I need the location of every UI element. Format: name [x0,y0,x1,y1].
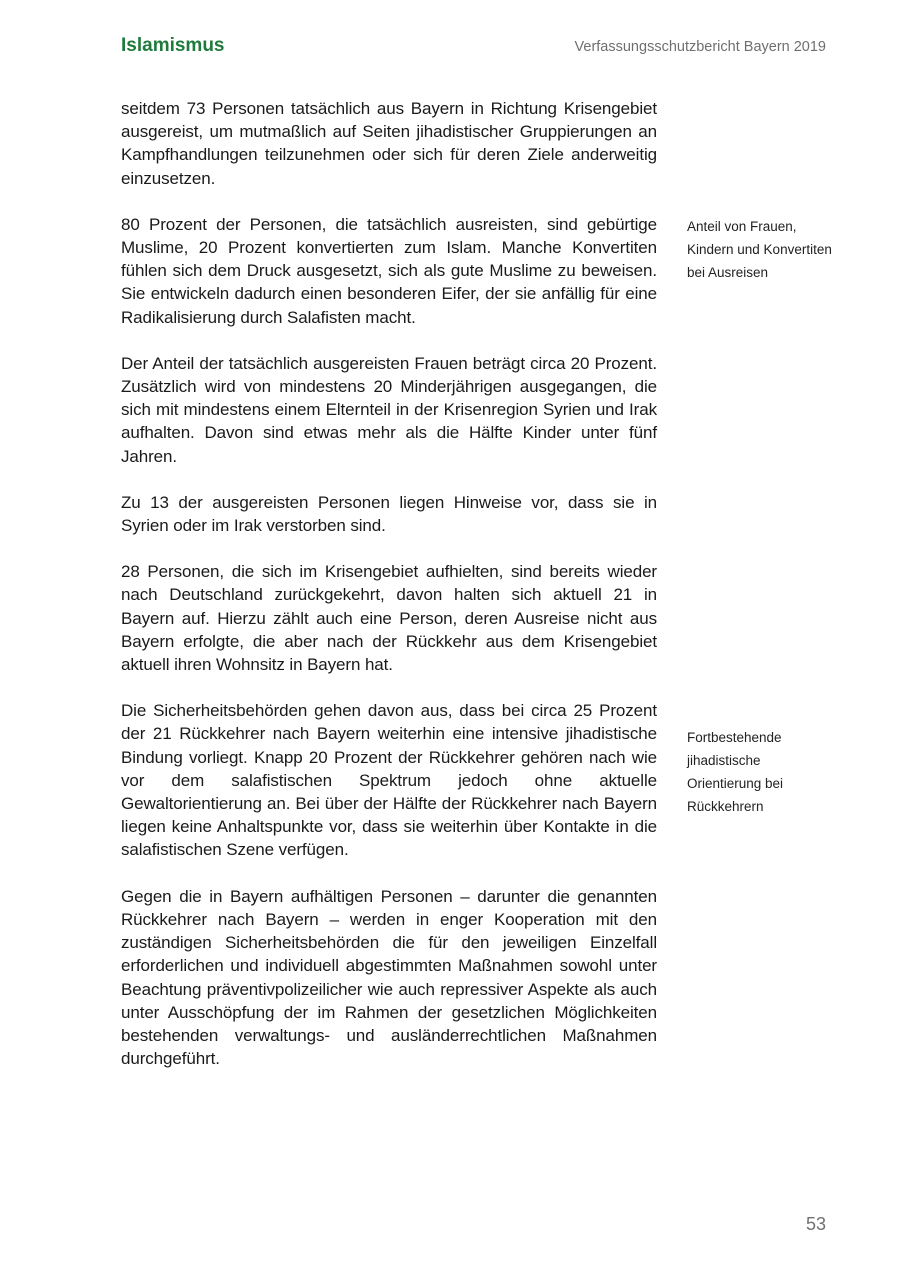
paragraph: Die Sicherheitsbehörden gehen davon aus, dass bei circa 25 Prozent der 21 Rückkehrer nach Bayern weiterhin eine intensive jihadistische Bindung vorliegt. Knapp 20 Prozent der Rückkehrer gehören nach wie vor dem salafistischen Spektrum jedoch ohne aktuelle Gewaltorientierung an. Bei über der Hälfte der Rückkehrer nach Bayern liegen keine Anhaltspunkte vor, dass sie weiterhin über Kontakte in die salafistischen Szene verfügen. [121,701,657,860]
paragraph: 80 Prozent der Personen, die tatsächlich ausreisten, sind gebürtige Muslime, 20 Prozent konvertierten zum Islam. Manche Konvertiten fühlen sich dem Druck ausgesetzt, sich als gute Muslime zu beweisen. Sie entwickeln dadurch einen besonderen Eifer, der sie anfällig für eine Radikalisierung durch Salafisten macht. [121,214,657,327]
body-text [121,97,657,1093]
paragraph: Zu 13 der ausgereisten Personen liegen Hinweise vor, dass sie in Syrien oder im Irak verstorben sind. [121,492,657,536]
margin-note-rueckkehrer: Fortbestehende jihadistische Orientierung bei Rückkehrern [687,730,784,814]
section-title: Islamismus [121,35,225,56]
paragraph: Gegen die in Bayern aufhältigen Personen – darunter die genannten Rückkehrer nach Bayern – werden in enger Kooperation mit den zuständigen Sicherheitsbehörden die für den jeweiligen Einzelfall erforderlichen und individuell abgestimmten Maßnahmen sowohl unter Beachtung präventivpolizeilicher wie auch repressiver Aspekte als auch unter Ausschöpfung der im Rahmen der gesetzlichen Möglichkeiten bestehenden verwaltungs- und ausländerrechtlichen Maßnahmen durchgeführt. [121,886,657,1069]
document-title: Verfassungsschutzbericht Bayern 2019 [574,39,826,55]
paragraph: Der Anteil der tatsächlich ausgereisten Frauen beträgt circa 20 Prozent. Zusätzlich wird von mindestens 20 Minderjährigen ausgegangen, die sich mit mindestens einem Elternteil in der Krisenregion Syrien und Irak aufhalten. Davon sind etwas mehr als die Hälfte Kinder unter fünf Jahren. [121,353,657,466]
paragraph: seitdem 73 Personen tatsächlich aus Bayern in Richtung Krisengebiet ausgereist, um mutmaßlich auf Seiten jihadistischer Gruppierungen an Kampfhandlungen teilzunehmen oder sich für deren Ziele anderweitig einzusetzen. [121,99,657,188]
paragraph: 28 Personen, die sich im Krisengebiet aufhielten, sind bereits wieder nach Deutschland zurückgekehrt, davon halten sich aktuell 21 in Bayern auf. Hierzu zählt auch eine Person, deren Ausreise nicht aus Bayern erfolgte, die aber nach der Rückkehr aus dem Krisengebiet aktuell ihren Wohnsitz in Bayern hat. [121,562,657,675]
page-number: 53 [805,1214,826,1234]
margin-note-ausreisen: Anteil von Frauen, Kindern und Konvertiten bei Ausreisen [687,219,832,280]
